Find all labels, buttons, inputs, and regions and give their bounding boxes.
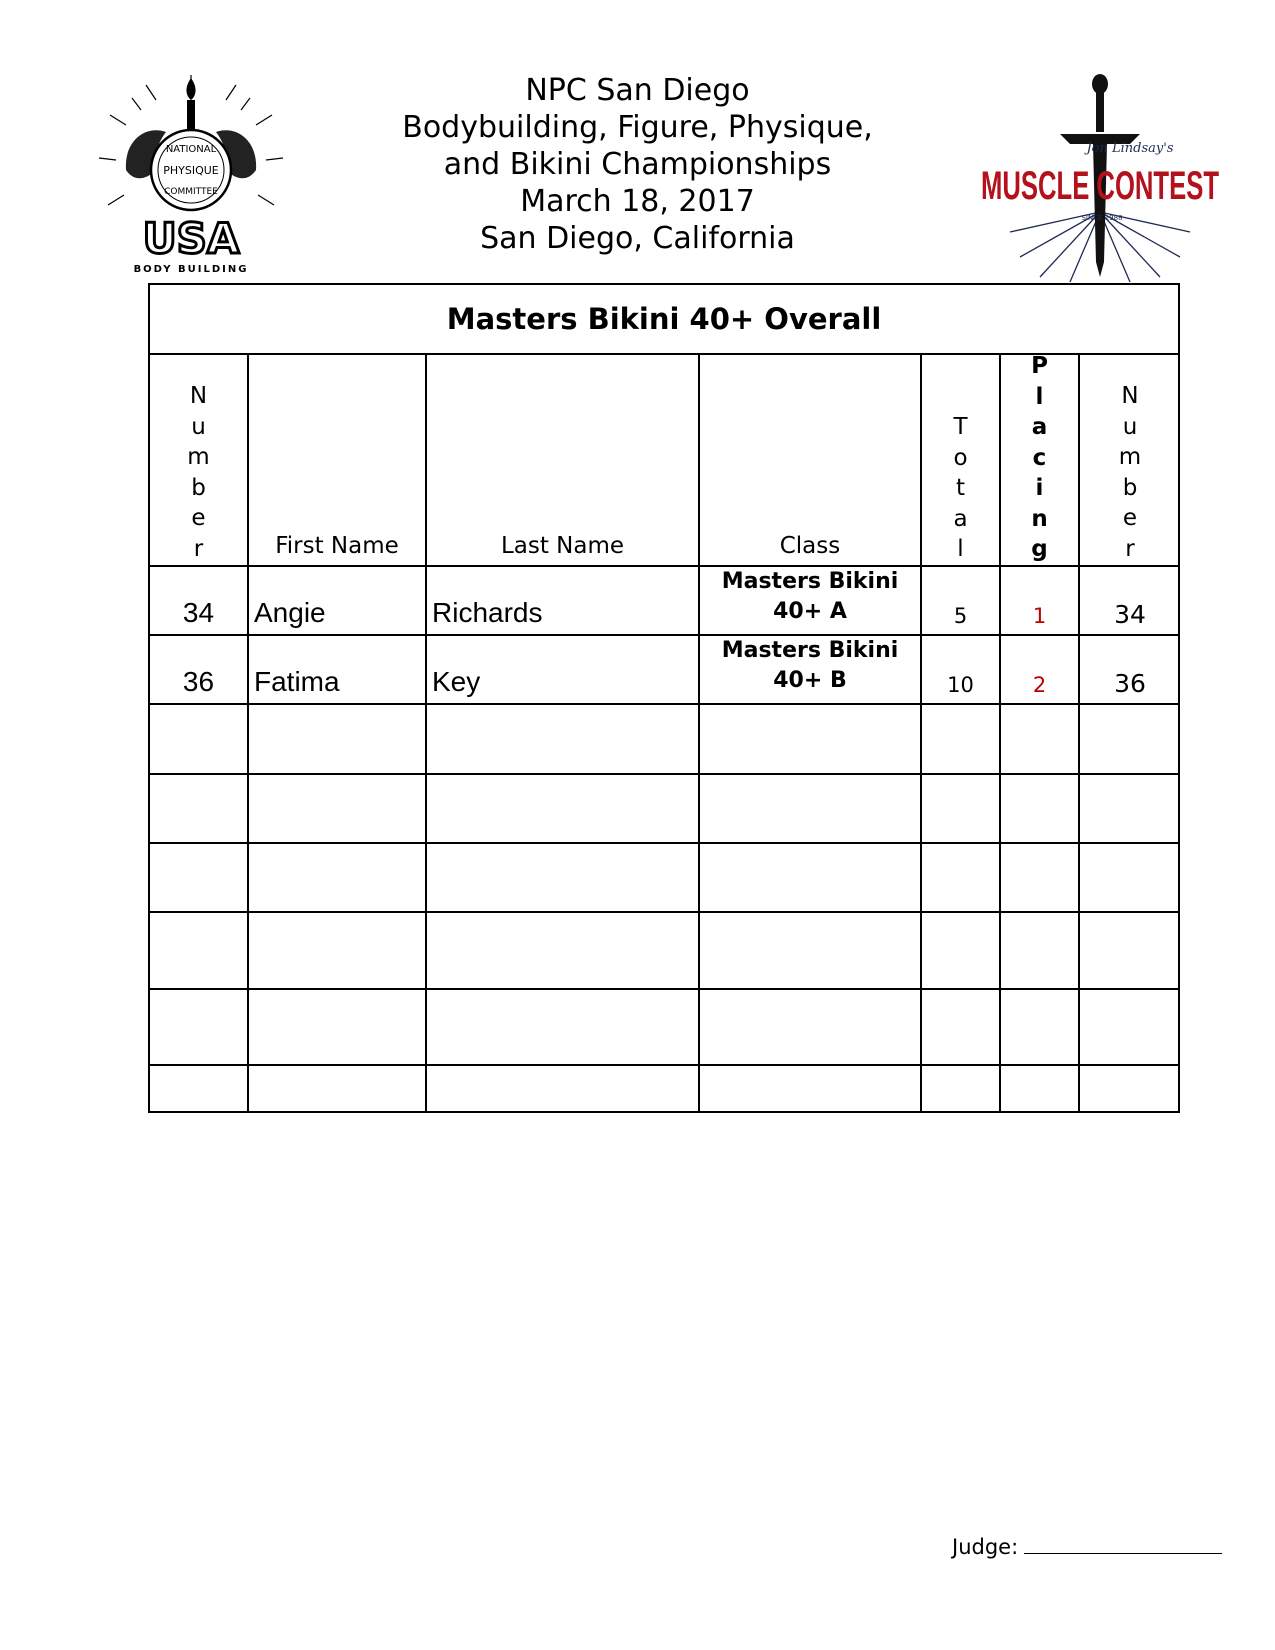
col-header-placing: P l a c i n g [1031, 353, 1048, 562]
first-name: Fatima [254, 666, 340, 697]
body-building-text: BODY BUILDING [133, 264, 249, 275]
judge-signature-line[interactable] [952, 1535, 1222, 1559]
col-header-total: T o t a l [953, 414, 968, 562]
class-name [700, 567, 920, 627]
npc-logo-bottom: COMMITTEE [164, 187, 218, 197]
event-title: Bodybuilding, Figure, Physique, [402, 110, 873, 145]
total-score: 10 [947, 673, 974, 697]
muscle-contest-wordmark: MUSCLE CONTEST [981, 164, 1219, 208]
class-line: 40+ B [773, 668, 847, 693]
grid-divider [150, 842, 1178, 844]
muscle-contest-script: Jon Lindsay's [1086, 141, 1174, 156]
grid-divider [150, 911, 1178, 913]
col-header-number-right: N u m b e r [1118, 383, 1142, 562]
grid-divider [425, 355, 427, 1111]
first-name: Angie [254, 597, 326, 628]
placing-value: 1 [1032, 604, 1047, 628]
npc-usa-logo [96, 70, 286, 280]
npc-logo-top: NATIONAL [165, 144, 217, 155]
competitor-number-right: 34 [1114, 600, 1146, 629]
class-line: 40+ A [773, 599, 847, 624]
grid-divider [150, 1064, 1178, 1066]
score-sheet [148, 283, 1180, 1113]
last-name: Key [432, 666, 481, 697]
last-name: Richards [432, 597, 543, 628]
class-line: Masters Bikini [721, 569, 899, 594]
col-header-first-name: First Name [275, 533, 399, 559]
competitor-number-right: 36 [1114, 669, 1146, 698]
event-subtitle: and Bikini Championships [443, 147, 832, 182]
event-org: NPC San Diego [525, 73, 750, 108]
grid-divider [150, 988, 1178, 990]
total-score: 5 [953, 604, 968, 628]
since-text: SINCE 1988 [1081, 214, 1123, 222]
col-header-number-left: N u m b e r [187, 383, 210, 562]
competitor-number: 36 [182, 666, 215, 697]
grid-divider [150, 634, 1178, 636]
event-date: March 18, 2017 [520, 184, 755, 219]
class-line: Masters Bikini [721, 638, 899, 663]
grid-divider [698, 355, 700, 1111]
judge-label: Judge: [952, 1535, 1019, 1559]
col-header-class: Class [779, 533, 841, 559]
judge-signature-field[interactable] [1024, 1535, 1222, 1554]
event-header [300, 72, 975, 257]
event-location: San Diego, California [480, 221, 795, 256]
col-header-last-name: Last Name [500, 533, 625, 559]
muscle-contest-logo [980, 72, 1235, 282]
grid-divider [150, 703, 1178, 705]
grid-divider [150, 565, 1178, 567]
grid-divider [150, 773, 1178, 775]
class-name [700, 636, 920, 696]
usa-wordmark: USA [142, 214, 240, 263]
npc-logo-mid: PHYSIQUE [163, 164, 219, 177]
sheet-title: Masters Bikini 40+ Overall [150, 285, 1178, 355]
placing-value: 2 [1032, 673, 1047, 697]
competitor-number: 34 [182, 597, 215, 628]
grid-divider [247, 355, 249, 1111]
